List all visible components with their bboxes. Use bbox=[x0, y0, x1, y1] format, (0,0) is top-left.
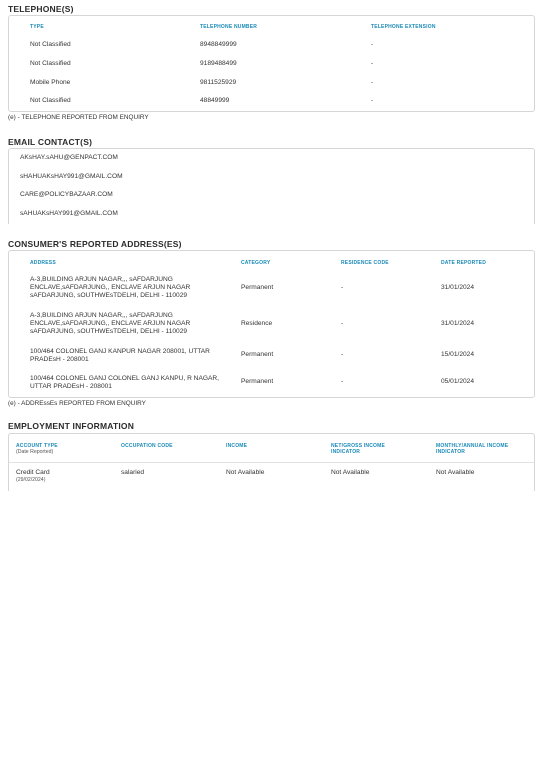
address-line: A-3,BUILDING ARJUN NAGAR,,, sAFDARJUNG bbox=[30, 312, 173, 319]
address-residence-code: - bbox=[341, 351, 344, 358]
addresses-note: (e) - ADDREssEs REPORTED FROM ENQUIRY bbox=[8, 400, 146, 407]
emails-title: EMAIL CONTACT(S) bbox=[8, 137, 93, 147]
address-line: ENCLAVE,sAFDARJUNG,, ENCLAVE ARJUN NAGAR bbox=[30, 284, 191, 291]
col-header-occupation: OCCUPATION CODE bbox=[121, 443, 173, 449]
addresses-title: CONSUMER'S REPORTED ADDRESS(ES) bbox=[8, 239, 182, 249]
address-line: PRADEsH - 208001 bbox=[30, 356, 89, 363]
phone-number: 48849999 bbox=[200, 97, 230, 104]
telephones-table bbox=[8, 15, 535, 112]
col-header-extension: TELEPHONE EXTENSION bbox=[371, 24, 436, 30]
col-header-residence-code: RESIDENCE CODE bbox=[341, 260, 389, 266]
header-divider bbox=[9, 462, 534, 463]
phone-number: 9189488499 bbox=[200, 60, 237, 67]
col-header-type: TYPE bbox=[30, 24, 44, 30]
phone-extension: - bbox=[371, 79, 374, 86]
email-item: AKsHAY.sAHU@GENPACT.COM bbox=[20, 154, 118, 161]
addresses-table bbox=[8, 250, 535, 398]
email-item: sAHUAKsHAY991@GMAIL.COM bbox=[20, 210, 118, 217]
email-item: CARE@POLICYBAZAAR.COM bbox=[20, 191, 113, 198]
phone-extension: - bbox=[371, 41, 374, 48]
occupation-code: salaried bbox=[121, 469, 145, 476]
telephones-title: TELEPHONE(S) bbox=[8, 4, 74, 14]
col-header-monthly-annual-line2: INDICATOR bbox=[436, 449, 466, 455]
account-type: Credit Card bbox=[16, 469, 50, 476]
phone-type: Not Classified bbox=[30, 41, 71, 48]
email-item: sHAHUAKsHAY991@GMAIL.COM bbox=[20, 173, 123, 180]
address-line: 100/464 COLONEL GANJ KANPUR NAGAR 208001, UTTAR bbox=[30, 348, 210, 355]
address-residence-code: - bbox=[341, 320, 344, 327]
net-gross-indicator: Not Available bbox=[331, 469, 370, 476]
monthly-annual-indicator: Not Available bbox=[436, 469, 475, 476]
address-category: Residence bbox=[241, 320, 273, 327]
account-date: (29/02/2024) bbox=[16, 477, 46, 483]
phone-number: 9811525929 bbox=[200, 79, 237, 86]
col-header-monthly-annual: MONTHLY/ANNUAL INCOME bbox=[436, 443, 509, 449]
employment-table bbox=[8, 433, 535, 491]
address-date: 15/01/2024 bbox=[441, 351, 475, 358]
col-header-net-gross-line2: INDICATOR bbox=[331, 449, 361, 455]
phone-type: Not Classified bbox=[30, 60, 71, 67]
phone-type: Mobile Phone bbox=[30, 79, 71, 86]
col-header-category: CATEGORY bbox=[241, 260, 271, 266]
col-header-net-gross: NET/GROSS INCOME bbox=[331, 443, 386, 449]
address-residence-code: - bbox=[341, 378, 344, 385]
col-header-address: ADDRESS bbox=[30, 260, 56, 266]
phone-number: 8948849999 bbox=[200, 41, 237, 48]
col-header-date-reported: DATE REPORTED bbox=[441, 260, 487, 266]
income: Not Available bbox=[226, 469, 265, 476]
phone-extension: - bbox=[371, 97, 374, 104]
address-date: 31/01/2024 bbox=[441, 284, 475, 291]
phone-type: Not Classified bbox=[30, 97, 71, 104]
col-header-income: INCOME bbox=[226, 443, 248, 449]
address-category: Permanent bbox=[241, 378, 274, 385]
address-category: Permanent bbox=[241, 351, 274, 358]
col-header-account-type: ACCOUNT TYPE bbox=[16, 443, 58, 449]
address-residence-code: - bbox=[341, 284, 344, 291]
employment-title: EMPLOYMENT INFORMATION bbox=[8, 421, 135, 431]
address-line: 100/464 COLONEL GANJ COLONEL GANJ KANPU, R NAGAR, bbox=[30, 375, 219, 382]
address-category: Permanent bbox=[241, 284, 274, 291]
col-header-date-reported: (Date Reported) bbox=[16, 449, 54, 455]
telephones-note: (e) - TELEPHONE REPORTED FROM ENQUIRY bbox=[8, 114, 149, 121]
address-date: 31/01/2024 bbox=[441, 320, 475, 327]
address-date: 05/01/2024 bbox=[441, 378, 475, 385]
address-line: sAFDARJUNG, sOUTHWEsTDELHI, DELHI - 110029 bbox=[30, 328, 188, 335]
col-header-number: TELEPHONE NUMBER bbox=[200, 24, 258, 30]
phone-extension: - bbox=[371, 60, 374, 67]
address-line: ENCLAVE,sAFDARJUNG,, ENCLAVE ARJUN NAGAR bbox=[30, 320, 191, 327]
address-line: A-3,BUILDING ARJUN NAGAR,,, sAFDARJUNG bbox=[30, 276, 173, 283]
address-line: UTTAR PRADEsH - 208001 bbox=[30, 383, 112, 390]
address-line: sAFDARJUNG, sOUTHWEsTDELHI, DELHI - 110029 bbox=[30, 292, 188, 299]
